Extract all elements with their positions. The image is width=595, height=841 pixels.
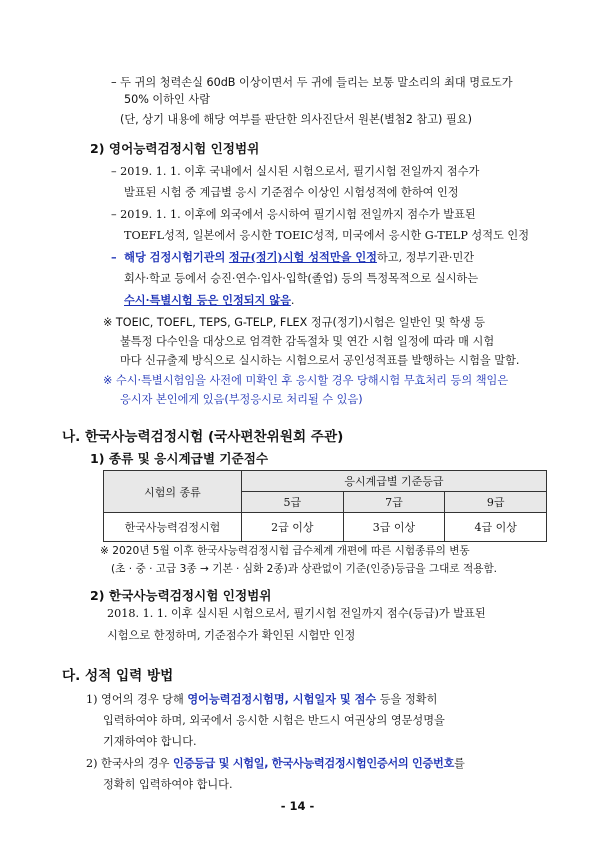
item1-prefix: 1) 영어의 경우 당해: [86, 693, 184, 706]
item1-suffix: 등을 정확히: [379, 693, 438, 706]
score-input-item1-line3: 기재하여야 합니다.: [103, 735, 197, 748]
table-header-level-5: 5급: [242, 492, 344, 513]
disability-criteria-line1: – 두 귀의 청력손실 60dB 이상이면서 두 귀에 들리는 보통 말소리의 최대 명료도가: [111, 76, 513, 89]
table-cell-level-7: 3급 이상: [343, 513, 445, 542]
english-scope-item2-line2: TOEFL성적, 일본에서 응시한 TOEIC성적, 미국에서 응시한 G-TELP 성적도 인정: [124, 229, 530, 242]
english-scope-item3-line1: [111, 249, 474, 265]
korean-history-criteria-heading: 1) 종류 및 응시계급별 기준점수: [90, 451, 269, 466]
korean-history-scope-line2: 시험으로 한정하며, 기준점수가 확인된 시험만 인정: [107, 629, 356, 642]
item2-prefix: 2) 한국사의 경우: [86, 757, 170, 770]
table-header-grade: 응시계급별 기준등급: [242, 471, 547, 492]
table-cell-level-5: 2급 이상: [242, 513, 344, 542]
item2-required-fields: 인증등급 및 시험일, 한국사능력검정시험인증서의 인증번호: [173, 757, 455, 770]
table-header-exam-type: 시험의 종류: [104, 471, 242, 513]
table-header-level-9: 9급: [445, 492, 547, 513]
invalid-exam-note-line1: ※ 수시·특별시험임을 사전에 미확인 후 응시할 경우 당해시험 무효처리 등의 책임은: [103, 374, 509, 387]
disability-criteria-line2: 50% 이하인 사람: [124, 93, 211, 106]
regular-exam-note-line3: 마다 신규출제 방식으로 실시하는 시험으로서 공인성적표를 발행하는 시험을 말함.: [120, 354, 520, 367]
table-row-exam-name: 한국사능력검정시험: [104, 513, 242, 542]
score-input-item2-line1: [86, 755, 465, 771]
table-cell-level-9: 4급 이상: [445, 513, 547, 542]
regular-exam-note-line1: ※ TOEIC, TOEFL, TEPS, G-TELP, FLEX 정규(정기)시험은 일반인 및 학생 등: [103, 316, 486, 329]
medical-certificate-note: (단, 상기 내용에 해당 여부를 판단한 의사진단서 원본(별첨2 참고) 필요): [120, 113, 472, 126]
grade-system-note-line2: (초 · 중 · 고급 3종 → 기본 · 심화 2종)과 상관없이 기준(인증)등급을 그대로 적용함.: [111, 563, 498, 575]
item3-dash: –: [111, 250, 117, 264]
score-input-item1-line1: [86, 691, 437, 707]
score-input-item1-line2: 입력하여야 하며, 외국에서 응시한 시험은 반드시 여권상의 영문성명을: [103, 714, 445, 727]
grade-system-note-line1: ※ 2020년 5월 이후 한국사능력검정시험 급수체계 개편에 따른 시험종류의 변동: [100, 545, 470, 557]
english-scope-item3-line3: [124, 292, 294, 308]
score-input-item2-line2: 정확히 입력하여야 합니다.: [103, 778, 233, 791]
invalid-exam-note-line2: 응시자 본인에게 있음(부정응시로 처리될 수 있음): [120, 393, 363, 406]
score-input-section-title: 다. 성적 입력 방법: [62, 668, 174, 684]
item3-rest: 하고, 정부기관·민간: [376, 251, 475, 264]
english-scope-heading: 2) 영어능력검정시험 인정범위: [90, 141, 260, 156]
english-scope-item3-line2: 회사·학교 등에서 승진·연수·입사·입학(졸업) 등의 특정목적으로 실시하는: [124, 272, 479, 285]
regular-exam-note-line2: 불특정 다수인을 대상으로 엄격한 감독절차 및 연간 시험 일정에 따라 매 시험: [120, 335, 495, 348]
table-header-level-7: 7급: [343, 492, 445, 513]
korean-history-section-title: 나. 한국사능력검정시험 (국사편찬위원회 주관): [62, 429, 344, 445]
page-number: - 14 -: [280, 799, 315, 813]
item3-regular-only: 정규(정기)시험 성적만을 인정: [228, 250, 377, 264]
english-scope-item1-line1: – 2019. 1. 1. 이후 국내에서 실시된 시험으로서, 필기시험 전일까지 점수가: [111, 165, 480, 178]
item3-period: .: [290, 294, 295, 307]
english-scope-item1-line2: 발표된 시험 중 계급별 응시 기준점수 이상인 시험성적에 한하여 인정: [124, 186, 459, 199]
item3-not-accepted: 수시·특별시험 등은 인정되지 않음: [124, 293, 291, 307]
item1-required-fields: 영어능력검정시험명, 시험일자 및 점수: [187, 693, 377, 706]
korean-history-scope-heading: 2) 한국사능력검정시험 인정범위: [90, 588, 272, 603]
item3-exam-institution: 해당 검정시험기관의: [124, 250, 226, 264]
grade-criteria-table: [103, 470, 547, 542]
item2-suffix: 를: [454, 757, 465, 770]
korean-history-scope-line1: 2018. 1. 1. 이후 실시된 시험으로서, 필기시험 전일까지 점수(등급)가 발표된: [107, 607, 486, 620]
english-scope-item2-line1: – 2019. 1. 1. 이후에 외국에서 응시하여 필기시험 전일까지 점수가 발표된: [111, 208, 476, 221]
